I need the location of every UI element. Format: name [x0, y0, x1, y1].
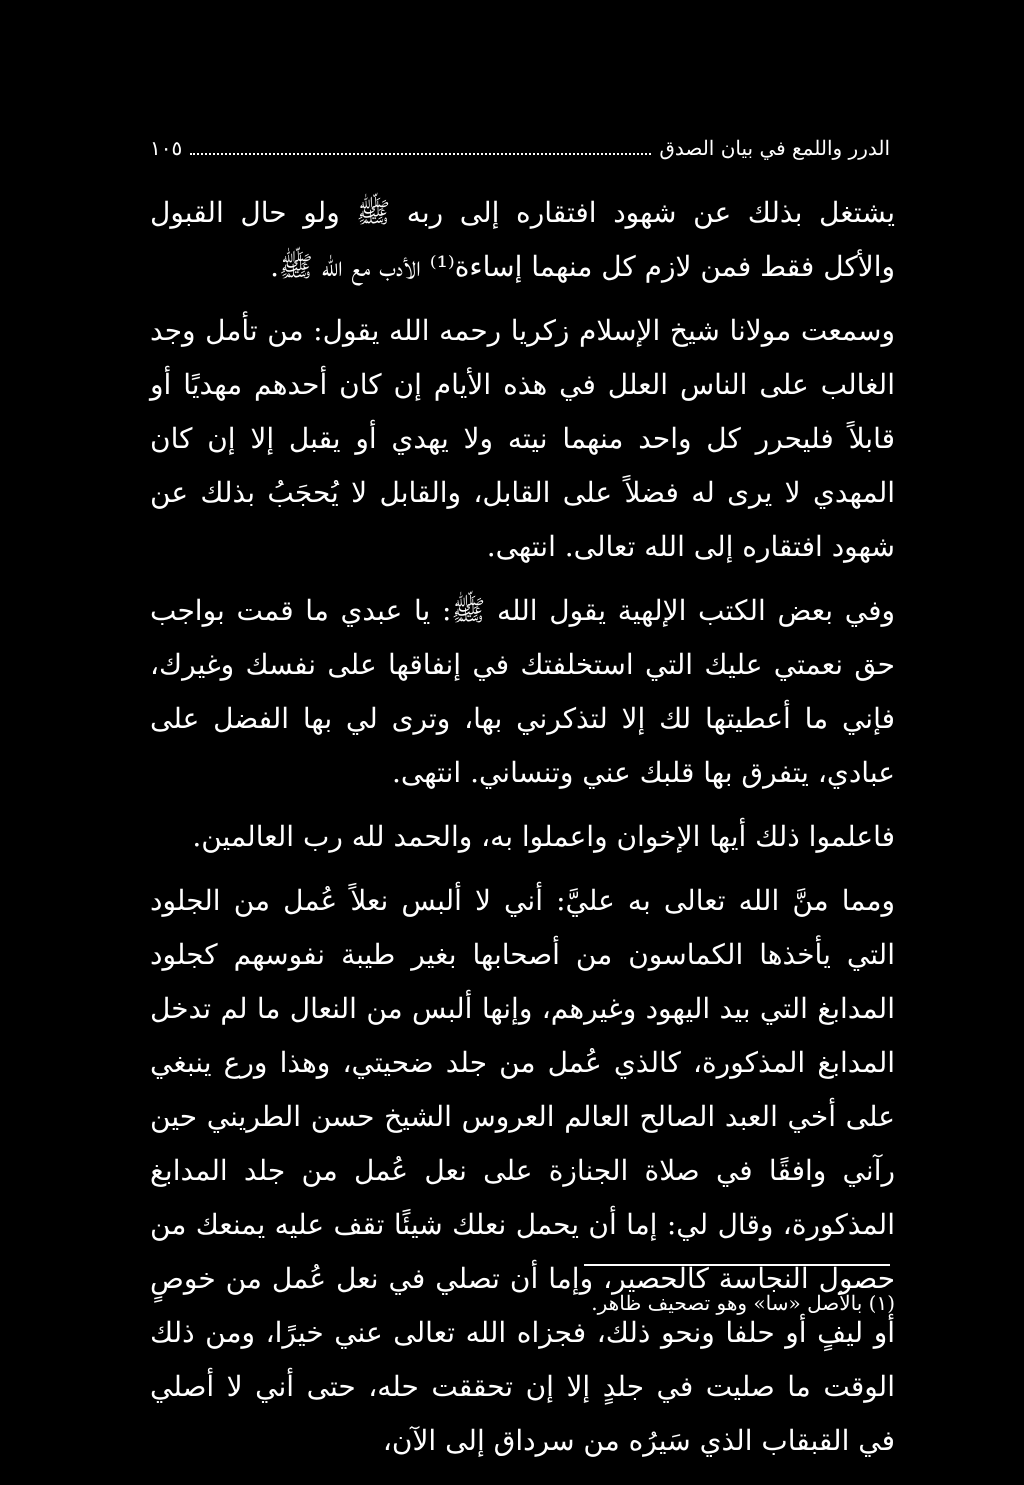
footnote: (١) بالأصل «سا» وهو تصحيف ظاهر.: [591, 1291, 895, 1315]
paragraph: ومما منَّ الله تعالى به عليَّ: أني لا ألبس نعلاً عُمل من الجلود التي يأخذها الكماسون من أصحابها بغير طيبة نفوسهم كجلود المدابغ التي بيد اليهود وغيرهم، وإنها ألبس من النعال ما لم تدخل المدابغ المذكورة، كالذي عُمل من جلد ضحيتي، وهذا ورع ينبغي على أخي العبد الصالح العالم العروس الشيخ حسن الطريني حين رآني وافقًا في صلاة الجنازة على نعل عُمل من جلد المدابغ المذكورة، وقال لي: إما أن يحمل نعلك شيئًا تقف عليه يمنعك من حصول النجاسة كالحصير، وإما أن تصلي في نعل عُمل من خوصٍ أو ليفٍ أو حلفا ونحو ذلك، فجزاه الله تعالى عني خيرًا، ومن ذلك الوقت ما صليت في جلدٍ إلا إن تحققت حله، حتى أني لا أصلي في القبقاب الذي سَيرُه من سرداق إلى الآن،: [150, 884, 896, 1457]
paragraph: وفي بعض الكتب الإلهية يقول الله ﷺ: يا عبدي ما قمت بواجب حق نعمتي عليك التي استخلفتك في إنفاقها على نفسك وغيرك، فإني ما أعطيتها لك إلا لتذكرني بها، وترى لي بها الفضل على عبادي، يتفرق بها قلبك عني وتنساني. انتهى.: [150, 594, 895, 789]
leader-dots: [190, 153, 651, 155]
page-number: ١٠٥: [150, 136, 183, 160]
footnote-divider: [584, 1264, 890, 1266]
running-title: الدرر واللمع في بيان الصدق: [659, 136, 890, 160]
paragraph: فاعلموا ذلك أيها الإخوان واعملوا به، والحمد لله رب العالمين.: [192, 820, 895, 853]
paragraph: وسمعت مولانا شيخ الإسلام زكريا رحمه الله يقول: من تأمل وجد الغالب على الناس العلل في هذه الأيام إن كان أحدهم مهديًا أو قابلاً فليحرر كل واحد منهما نيته ولا يهدي أو يقبل إلا إن كان المهدي لا يرى له فضلاً على القابل، والقابل لا يُحجَبُ بذلك عن شهود افتقاره إلى الله تعالى. انتهى.: [150, 314, 895, 563]
running-header: [150, 128, 890, 168]
body-text: [150, 186, 895, 1468]
paragraph: يشتغل بذلك عن شهود افتقاره إلى ربه ﷺ ولو حال القبول والأكل فقط فمن لازم كل منهما إساءة⁽¹⁾ الأدب مع الله ﷺ.: [150, 196, 895, 283]
